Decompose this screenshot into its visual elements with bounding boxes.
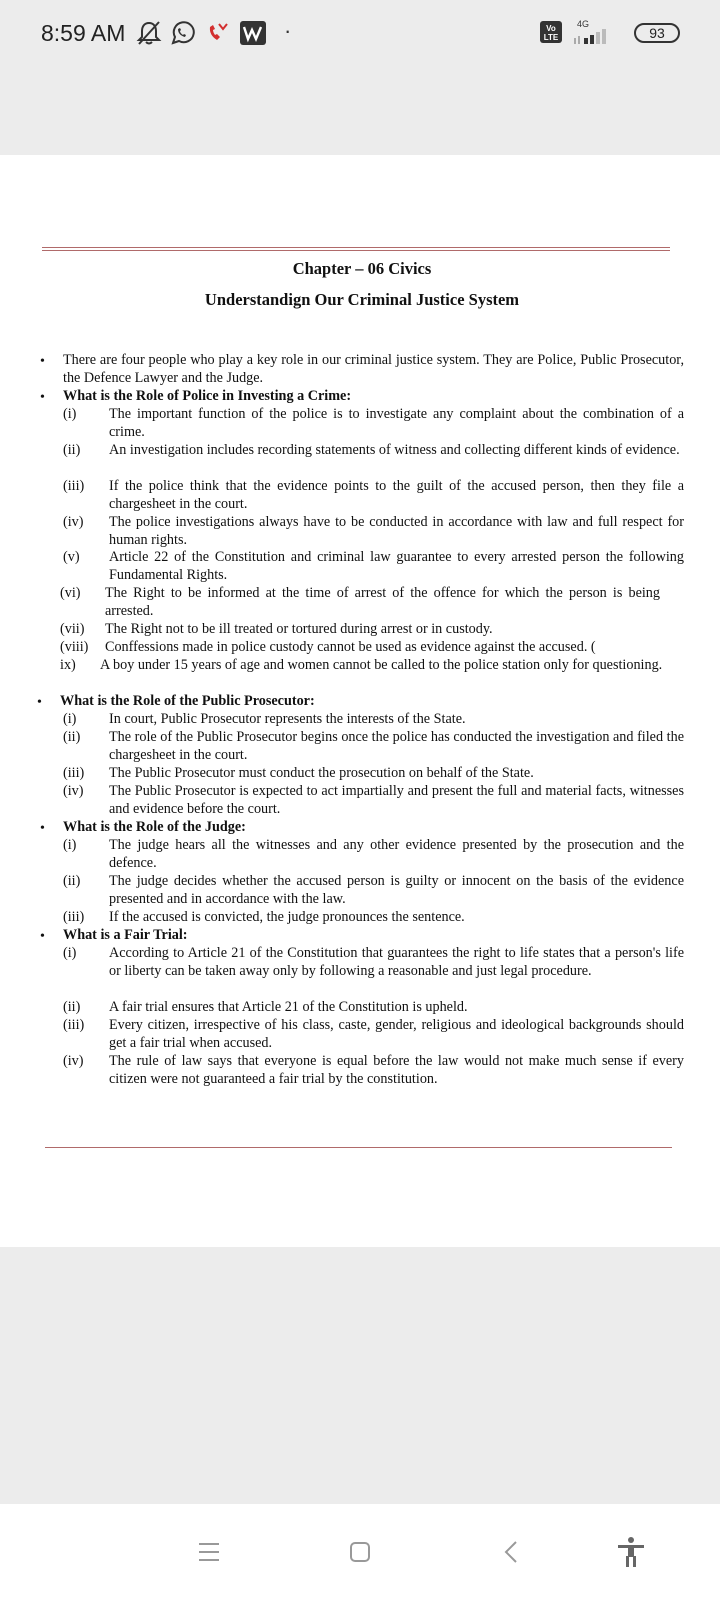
item-number: (i): [63, 406, 77, 422]
menu-icon[interactable]: [197, 1540, 221, 1564]
bullet-icon: •: [37, 695, 42, 710]
police-item: Conffessions made in police custody cannot be used as evidence against the accused. (: [105, 639, 596, 655]
item-number: (ii): [63, 729, 81, 745]
bullet-icon: •: [40, 354, 45, 369]
police-item: The Right to be informed at the time of arrest of the offence for which the person is being arrested.: [105, 585, 660, 620]
item-number: (ii): [63, 999, 81, 1015]
item-number: (i): [63, 837, 77, 853]
item-number: (i): [63, 711, 77, 727]
item-number: (vi): [60, 585, 81, 601]
item-number: (i): [63, 945, 77, 961]
section-heading-fair-trial: What is a Fair Trial:: [63, 927, 188, 943]
bullet-icon: •: [40, 821, 45, 836]
item-number: (viii): [60, 639, 89, 655]
police-item: Article 22 of the Constitution and criminal law guarantee to every arrested person the following Fundamental Rights.: [109, 549, 684, 584]
item-number: (iv): [63, 1053, 84, 1069]
police-item: If the police think that the evidence points to the guilt of the accused person, then they file a chargesheet in the court.: [109, 478, 684, 513]
back-icon[interactable]: [500, 1540, 524, 1564]
prosecutor-item: The Public Prosecutor must conduct the prosecution on behalf of the State.: [109, 765, 534, 781]
item-number: (iv): [63, 514, 84, 530]
footer-rule: [45, 1147, 672, 1148]
item-number: (ii): [63, 873, 81, 889]
more-notifications-dot-icon: ·: [284, 18, 292, 43]
police-item: The Right not to be ill treated or tortured during arrest or in custody.: [105, 621, 493, 637]
accessibility-icon[interactable]: [616, 1536, 646, 1568]
intro-paragraph: There are four people who play a key role in our criminal justice system. They are Police, Public Prosecutor, the Defence Lawyer and the Judge.: [63, 352, 684, 387]
chapter-heading: Chapter – 06 Civics: [292, 259, 432, 278]
item-number: (iii): [63, 1017, 85, 1033]
status-bar: [0, 0, 720, 70]
status-time: 8:59 AM: [41, 20, 126, 46]
navigation-bar: [0, 1504, 720, 1600]
item-number: ix): [60, 657, 76, 673]
judge-item: If the accused is convicted, the judge pronounces the sentence.: [109, 909, 465, 925]
section-heading-judge: What is the Role of the Judge:: [63, 819, 246, 835]
prosecutor-item: The role of the Public Prosecutor begins once the police has conducted the investigation and filed the chargesheet in the court.: [109, 729, 684, 764]
bullet-icon: •: [40, 390, 45, 405]
network-type: 4G: [577, 19, 590, 29]
fair-trial-item: A fair trial ensures that Article 21 of the Constitution is upheld.: [109, 999, 468, 1015]
signal-strength-icon: [574, 28, 612, 46]
police-item: A boy under 15 years of age and women cannot be called to the police station only for questioning.: [100, 657, 663, 673]
section-heading-prosecutor: What is the Role of the Public Prosecutor:: [60, 693, 315, 709]
item-number: (iii): [63, 909, 85, 925]
home-icon[interactable]: [348, 1540, 372, 1564]
judge-item: The judge hears all the witnesses and any other evidence presented by the prosecution and the defence.: [109, 837, 684, 872]
missed-call-icon: [205, 19, 229, 47]
police-item: The police investigations always have to be conducted in accordance with law and full respect for human rights.: [109, 514, 684, 549]
battery-indicator: 93: [634, 23, 680, 43]
police-item: The important function of the police is to investigate any complaint about the combination of a crime.: [109, 406, 684, 441]
wps-office-icon: [239, 19, 267, 47]
fair-trial-item: According to Article 21 of the Constitution that guarantees the right to life states that a person's life or liberty can be taken away only by following a reasonable and just legal procedure.: [109, 945, 684, 980]
fair-trial-item: Every citizen, irrespective of his class, caste, gender, religious and ideological backgrounds should get a fair trial when accused.: [109, 1017, 684, 1052]
item-number: (vii): [60, 621, 85, 637]
prosecutor-item: The Public Prosecutor is expected to act impartially and present the full and material facts, witnesses and evidence before the court.: [109, 783, 684, 818]
item-number: (iv): [63, 783, 84, 799]
item-number: (v): [63, 549, 80, 565]
item-number: (iii): [63, 478, 85, 494]
notifications-off-icon: [136, 19, 162, 47]
document-page: [0, 155, 720, 1247]
judge-item: The judge decides whether the accused person is guilty or innocent on the basis of the evidence presented and in accordance with the law.: [109, 873, 684, 908]
document-title: Understandign Our Criminal Justice System: [204, 290, 520, 309]
item-number: (iii): [63, 765, 85, 781]
section-heading-police: What is the Role of Police in Investing a Crime:: [63, 388, 352, 404]
header-rule: [42, 247, 670, 251]
fair-trial-item: The rule of law says that everyone is equal before the law would not make much sense if every citizen were not guaranteed a fair trial by the constitution.: [109, 1053, 684, 1088]
police-item: An investigation includes recording statements of witness and collecting different kinds of evidence.: [109, 442, 680, 458]
prosecutor-item: In court, Public Prosecutor represents the interests of the State.: [109, 711, 466, 727]
whatsapp-icon: [169, 19, 195, 47]
bullet-icon: •: [40, 929, 45, 944]
item-number: (ii): [63, 442, 81, 458]
volte-label: Vo LTE: [543, 24, 559, 42]
